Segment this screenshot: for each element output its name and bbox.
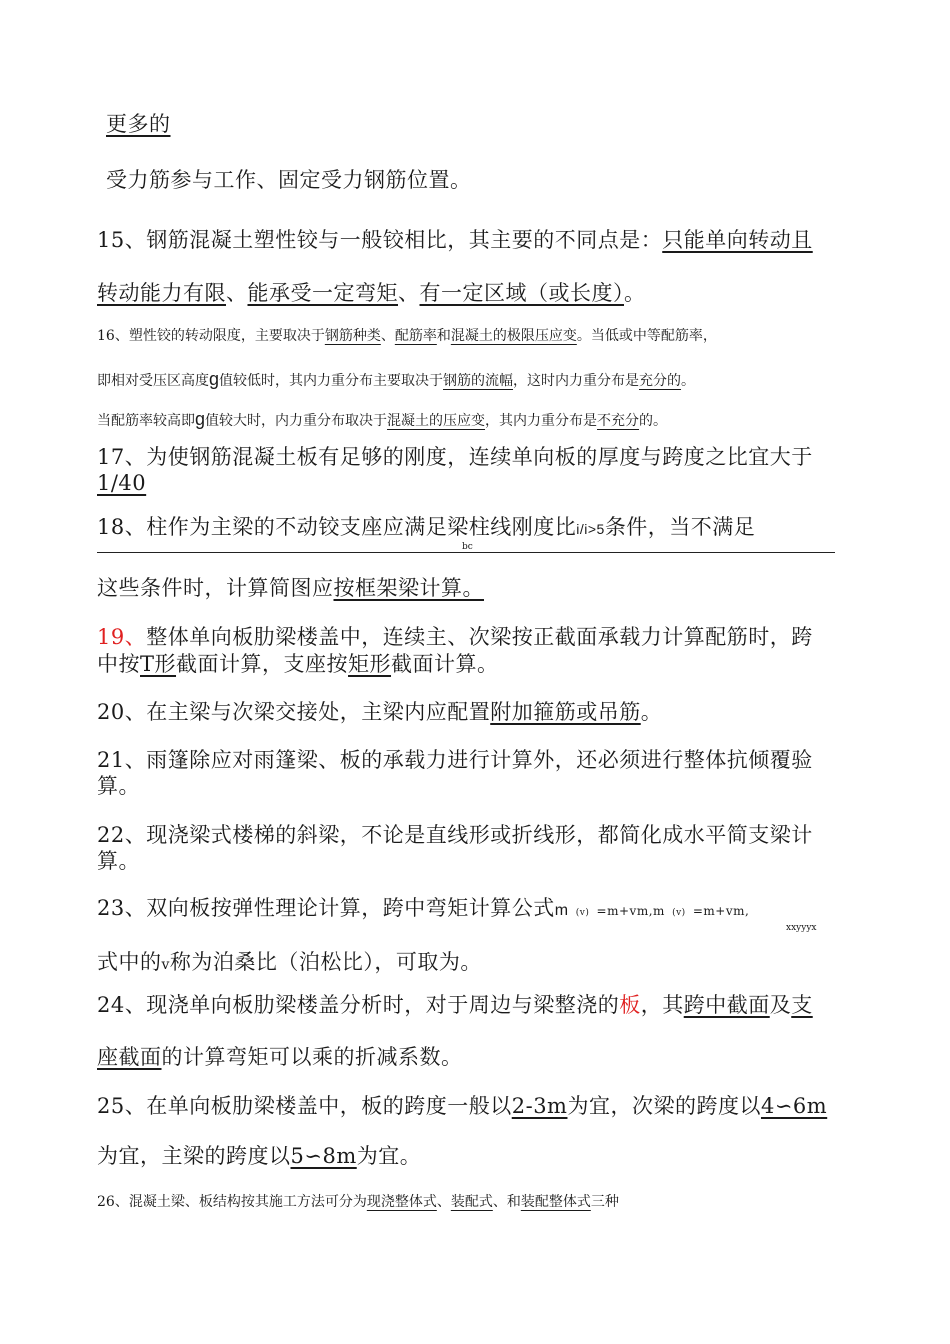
question-22-line-1: 22、现浇梁式楼梯的斜梁，不论是直线形或折线形，都简化成水平简支梁计 [97, 823, 813, 847]
question-17-line-2: 1/40 [97, 471, 147, 495]
question-20: 20、在主梁与次梁交接处，主梁内应配置附加箍筋或吊筋。 [97, 700, 663, 724]
divider-rule [97, 552, 835, 553]
question-25-line-1: 25、在单向板肋梁楼盖中，板的跨度一般以2-3m为宜，次梁的跨度以4∽6m [97, 1094, 828, 1118]
question-21-line-1: 21、雨篷除应对雨篷梁、板的承载力进行计算外，还必须进行整体抗倾覆验 [97, 748, 813, 772]
question-24-line-1: 24、现浇单向板肋梁楼盖分析时，对于周边与梁整浇的板，其跨中截面及支 [97, 993, 813, 1017]
question-23-line-2: 式中的v称为泊桑比（泊松比），可取为。 [97, 950, 482, 974]
question-18-line-2: 这些条件时，计算简图应按框架梁计算。 [97, 576, 484, 600]
question-19-line-2: 中按T形截面计算，支座按矩形截面计算。 [97, 652, 499, 676]
question-18-line-1: 18、柱作为主梁的不动铰支座应满足梁柱线刚度比i/i>5条件，当不满足 [97, 515, 756, 539]
question-25-line-2: 为宜，主梁的跨度以5∽8m为宜。 [97, 1144, 422, 1168]
question-19-line-1: 19、整体单向板肋梁楼盖中，连续主、次梁按正截面承载力计算配筋时，跨 [97, 625, 813, 649]
question-24-line-2: 座截面的计算弯矩可以乘的折减系数。 [97, 1045, 463, 1069]
question-21-line-2: 算。 [97, 774, 140, 798]
question-17-line-1: 17、为使钢筋混凝土板有足够的刚度，连续单向板的厚度与跨度之比宜大于 [97, 445, 813, 469]
question-15-line-1: 15、钢筋混凝土塑性铰与一般铰相比，其主要的不同点是：只能单向转动且 [97, 228, 813, 252]
question-16-line-2: 即相对受压区高度g值较低时，其内力重分布主要取决于钢筋的流幅，这时内力重分布是充分的。 [97, 369, 696, 389]
question-15-line-2: 转动能力有限、能承受一定弯矩、有一定区域（或长度）。 [97, 281, 646, 305]
question-23-subscript: xxyyyx [786, 923, 817, 933]
question-23-line-1: 23、双向板按弹性理论计算，跨中弯矩计算公式m (v) =m+vm,m (v) =m+vm, [97, 896, 750, 920]
question-16-line-3: 当配筋率较高即g值较大时，内力重分布取决于混凝土的压应变，其内力重分布是不充分的。 [97, 409, 668, 429]
line-rebar-function: 受力筋参与工作、固定受力钢筋位置。 [106, 168, 472, 192]
question-26: 26、混凝土梁、板结构按其施工方法可分为现浇整体式、装配式、和装配整体式三种 [97, 1194, 619, 1210]
line-more: 更多的 [106, 112, 171, 136]
question-22-line-2: 算。 [97, 849, 140, 873]
question-18-subscript: bc [462, 542, 473, 552]
question-16-line-1: 16、塑性铰的转动限度，主要取决于钢筋种类、配筋率和混凝土的极限压应变。当低或中等配筋率， [97, 328, 717, 344]
